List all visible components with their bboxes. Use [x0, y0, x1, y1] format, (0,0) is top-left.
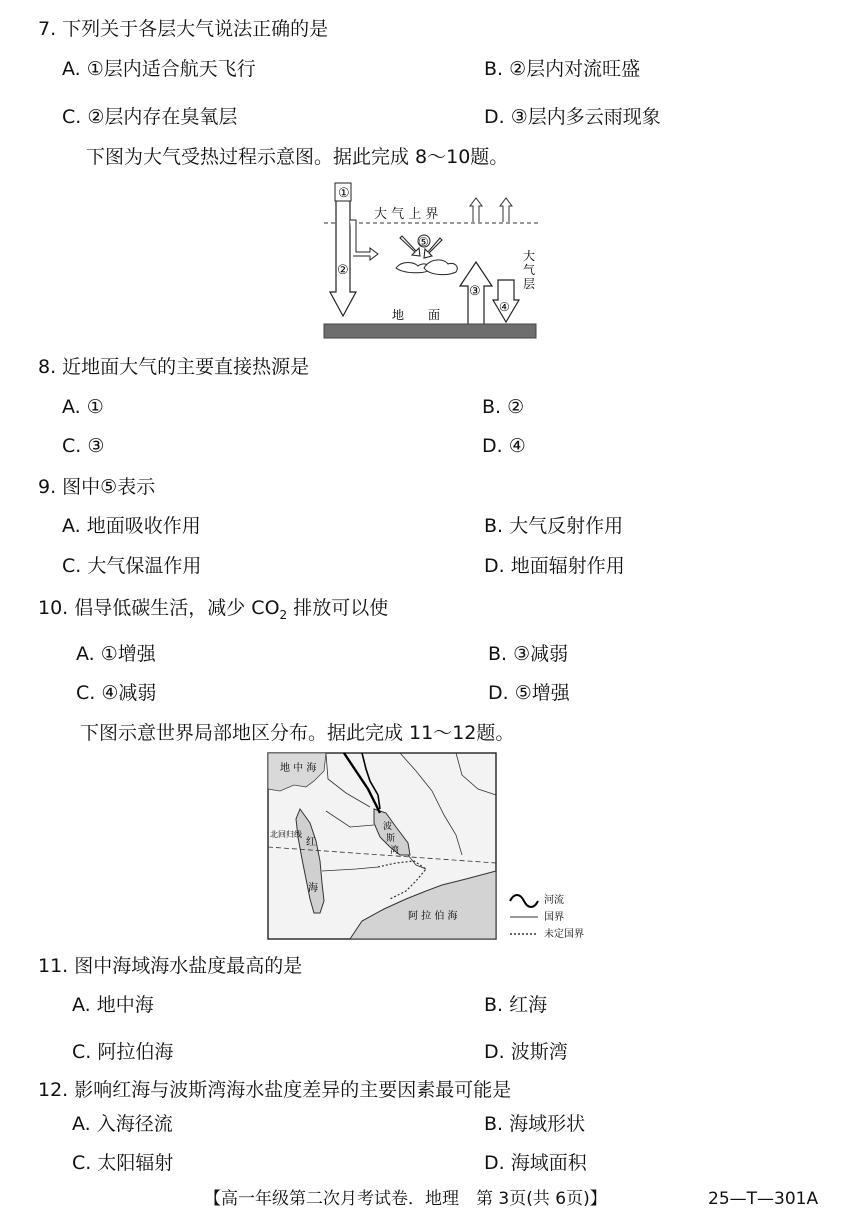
question-7-option-d: D. ③层内多云雨现象 — [484, 106, 661, 128]
question-7-option-c: C. ②层内存在臭氧层 — [62, 106, 238, 128]
label-red-sea-1: 红 — [306, 837, 316, 848]
marker-5: ⑤ — [418, 235, 429, 249]
question-12-option-a: A. 入海径流 — [72, 1113, 173, 1135]
middle-east-map — [266, 751, 598, 943]
figure-1-intro: 下图为大气受热过程示意图。据此完成 8～10题。 — [86, 146, 509, 168]
legend-river-icon — [510, 895, 538, 907]
figure-2-intro: 下图示意世界局部地区分布。据此完成 11～12题。 — [80, 722, 515, 744]
question-11-option-b: B. 红海 — [484, 994, 548, 1016]
question-9-option-a: A. 地面吸收作用 — [62, 515, 201, 537]
legend-river: 河流 — [544, 895, 564, 906]
label-gulf-1: 波 — [383, 822, 393, 832]
question-10-stem-prefix: 10. 倡导低碳生活，减少 CO — [38, 597, 280, 619]
question-9-stem: 9. 图中⑤表示 — [38, 476, 156, 498]
question-10-option-c: C. ④减弱 — [76, 682, 157, 704]
label-tropic-of-cancer: 北回归线 — [270, 830, 302, 839]
question-9-option-d: D. 地面辐射作用 — [484, 555, 625, 577]
question-12-option-c: C. 太阳辐射 — [72, 1152, 174, 1174]
question-9-option-b: B. 大气反射作用 — [484, 515, 624, 537]
atmosphere-side-label-3: 层 — [523, 277, 536, 291]
question-9-option-c: C. 大气保温作用 — [62, 555, 202, 577]
question-8-option-a: A. ① — [62, 396, 104, 418]
question-11-option-c: C. 阿拉伯海 — [72, 1041, 174, 1063]
question-12-stem: 12. 影响红海与波斯湾海水盐度差异的主要因素最可能是 — [38, 1079, 512, 1101]
question-8-option-d: D. ④ — [482, 435, 526, 457]
question-7-option-a: A. ①层内适合航天飞行 — [62, 58, 256, 80]
exam-code: 25—T—301A — [708, 1189, 819, 1209]
question-12-option-b: B. 海域形状 — [484, 1113, 586, 1135]
label-red-sea-2: 海 — [308, 883, 318, 894]
solar-radiation-arrow — [330, 184, 356, 316]
question-7-stem: 7. 下列关于各层大气说法正确的是 — [38, 18, 329, 40]
marker-3: ③ — [469, 284, 481, 299]
question-7-option-b: B. ②层内对流旺盛 — [484, 58, 641, 80]
question-10-stem-suffix: 排放可以使 — [287, 597, 389, 619]
marker-4: ④ — [499, 300, 510, 314]
ground-label: 地 面 — [392, 308, 441, 322]
question-12-option-d: D. 海域面积 — [484, 1152, 587, 1174]
marker-1: ① — [338, 186, 350, 201]
marker-2: ② — [337, 263, 349, 278]
question-10-option-d: D. ⑤增强 — [488, 682, 570, 704]
question-8-option-b: B. ② — [482, 396, 525, 418]
question-10-option-a: A. ①增强 — [76, 643, 156, 665]
page-footer: 【高一年级第二次月考试卷．地理 第 3页(共 6页)】 — [204, 1189, 607, 1209]
question-11-option-d: D. 波斯湾 — [484, 1041, 568, 1063]
legend-undefined-border: 未定国界 — [544, 929, 584, 940]
question-8-option-c: C. ③ — [62, 435, 105, 457]
atmosphere-top-label: 大 气 上 界 — [374, 207, 439, 222]
legend-border: 国界 — [544, 912, 564, 923]
label-mediterranean: 地 中 海 — [280, 763, 317, 774]
question-10-stem-subscript: 2 — [279, 607, 288, 622]
label-gulf-3: 湾 — [390, 846, 400, 856]
question-10-stem — [38, 596, 388, 627]
question-8-stem: 8. 近地面大气的主要直接热源是 — [38, 356, 310, 378]
atmosphere-side-label-2: 气 — [523, 263, 536, 277]
label-arabian-sea: 阿 拉 伯 海 — [408, 911, 458, 922]
label-gulf-2: 斯 — [386, 834, 396, 844]
atmosphere-side-label-1: 大 — [523, 249, 536, 263]
question-10-option-b: B. ③减弱 — [488, 643, 569, 665]
question-11-stem: 11. 图中海域海水盐度最高的是 — [38, 955, 303, 977]
atmosphere-heating-diagram — [320, 176, 540, 342]
question-11-option-a: A. 地中海 — [72, 994, 154, 1016]
